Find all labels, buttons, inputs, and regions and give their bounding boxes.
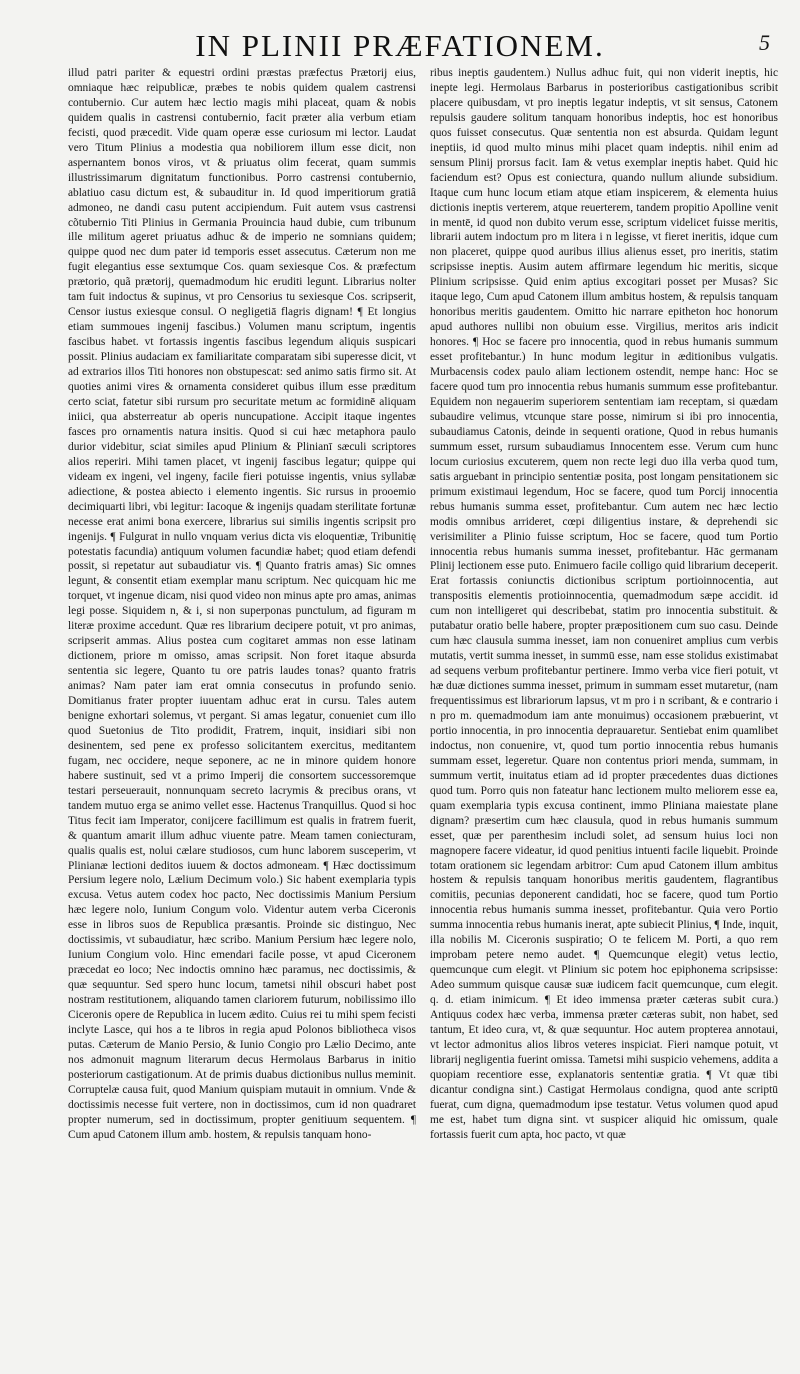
page-header [0, 28, 800, 68]
right-column [430, 66, 778, 1366]
page-number: 5 [759, 30, 770, 55]
text-columns [68, 66, 778, 1366]
left-column-text: illud patri pariter & equestri ordini præstas præfectus Prætorij eius, omniaque hæc reipublicæ, præbes te nobis quidem qualem castrensi contubernio. Cur autem hæc lectio magis mihi placeat, quam & nobis quidem qualis in castrensi contubernio, facit præter alia verbum etiam fecisti, quod præcedit. Vide quam operæ esse curiosum mi lector. Laudat vero Titum Plinius a modestia qua nobiliorem illum esse dicit, non aspernantem bonos viros, vt & priuatus olim fecerat, quam summis illustrissimarum dignitatum functionibus. Porro castrensi contubernio, ablatiuo casu dictum est, & subauditur in. Id quod imperitiorum gratiâ admoneo, ne dandi casu putent accipiendum. Fuit autem vsus castrensi cõtubernio Titi Plinius in Germania Prouincia haud dubie, cum tribunum ille militum ageret priuatus adhuc & de imperio ne somnians quidem; quippe quod nec dum pater id temporis esset assecutus. Cæterum non me fugit elegantius esse sextumque Cos. quam sexiesque Cos. & præfectum prætorio, quã prætorij, quemadmodum hic eruditi legunt. Librarius nolter tam fuit indoctus & supinus, vt pro Censorius tu sexiesque Cos. scripserit, Censor iustus exiesque consul. O negligetiā flagris dignam! ¶ Et longius etiam summoues ingenij fascibus.) Volumen manu scriptum, ingentis fascibus habet. vt fortassis ingentis fascibus legendum aliquis suspicari possit. Plinius audaciam ex familiaritate comparatam sibi superesse dicit, vt ad extrarios illos Titi honores non obstupescat: sed animo satis firmo sit. At quoties animi vires & ornamenta consideret quibus illum esse præditum certo sciat, fatetur sibi rursum pro securitate metum ac formidinē aliquam iniici, qua absterreatur ab operis nuncupatione. Accipit itaque ingentes fasces pro ornamentis natura insitis. Quod si cui hæc metaphora paulo durior videbitur, sciat similes apud Plinium & Plinianī sæculi scriptores alios reperiri. Mihi tamen placet, vt ingenij fascibus legatur; quippe qui videam ex ingeni, vel ingeny, facile fieri potuisse ingentis, vnius syllabæ adiectione, & postea abiecto i elemento ingentis. Sic rursus in prooemio decimiquarti libri, vbi legitur: Iacoque & ingenijs quadam sterilitate fortunæ necesse erat animi bona exercere, librarius sui similis ingentis scripsit pro ingenijs. ¶ Fulgurat in nullo vnquam verius dicta vis eloquentiæ, Tribunitię potestatis facundia) antiquum volumen facundiæ habet; quod etiam defendi possit, si repetatur aut subaudiatur vis. ¶ Quanto fratris amas) Sic omnes legunt, & consentit etiam exemplar manu scriptum. Nec quicquam hic me torquet, vt ingenue dicam, nisi quod video non minus apte pro amas, animas legi posse. Siquidem n, & i, si non superponas punctulum, ad figuram m literæ proxime accedunt. Quæ res librarium decipere potuit, vt pro animas, scripserit ammas. Alius postea cum cogitaret ammas non esse latinam dictionem, priore m omisso, amas scripsit. Non foret itaque absurda sententia sic legere, Quanto tu ore patris laudes tonas? quanto fratris animas? Nam pater iam erat omnia consecutus in profundo senio. Domitianus frater propter iuuentam adhuc erat in cursu. Tales autem benigne exhortari solemus, vt pergant. Si amas legatur, conueniet cum illo quod Suetonius de Tito prodidit, Fratrem, inquit, insidiari sibi non desinentem, sed pene ex professo solicitantem exercitus, meditantem fugam, nec occidere, neque seponere, ac ne in minore quidem honore habere sustinuit, sed vt a primo Imperij die consortem successoremque testari perseuerauit, nonnunquam secreto lacrymis & precibus orans, vt tandem mutuo erga se animo vellet esse. Hactenus Tranquillus. Quod si hoc Titus fecit iam Imperator, conijcere facillimum est qualis in fratrem fuerit, & quantum amarit illum adhuc viuente patre. Meam tamen coniecturam, qualis qualis est, nolui cælare studiosos, cum hunc laborem susceperim, vt Plinianæ lectioni deditos iuuem & doctos admoneam. ¶ Hæc doctissimum Persium legere nolo, Lælium Decimum volo.) Sic habent exemplaria typis excusa. Vetus autem codex hoc pacto, Nec doctissimis Manium Persium hæc legere nolo, Iunium Congum volo. Videntur autem verba Ciceronis esse in libros suos de Republica præsantis. Proinde sic distinguo, Nec doctissimis, vt subaudiatur, hæc scribo. Manium Persium hæc legere nolo, Iunium Congium volo. Hinc emendari facile posse, vt apud Ciceronem præcedat eo loco; Nec indoctis omnino hæc paramus, nec doctissimis, & quæ sequuntur. Sed spero hunc locum, tametsi nihil obscuri habet post nostram restitutionem, aliquando tamen clariorem futurum, nobilissimo illo Ciceronis opere de Republica in lucem ædito. Cuius rei tu mihi spem fecisti inclyte Lasce, qui hos a te libros in regia apud Polonos bibliotheca visos putas. Cæterum de Manio Persio, & Iunio Congio pro Lælio Decimo, ante nos admonuit magnum literarum decus Hermolaus Barbarus in initio posteriorum castigationum. At de primis duabus dictionibus nullus meminit. Corruptelæ causa fuit, quod Manium quispiam mutauit in omnium. Vnde & doctissimis necesse fuit vertere, non in doctissimos, cum id non quadraret propter numerum, sed in doctissimum, propter genitiuum sequentem. ¶ Cum apud Catonem illum amb. hostem, & repulsis tanquam hono- [68, 67, 416, 1141]
left-column [68, 66, 416, 1366]
right-column-text: ribus ineptis gaudentem.) Nullus adhuc fuit, qui non viderit ineptis, hic inepte legi. Hermolaus Barbarus in posterioribus castigationibus scribit placere quibusdam, vt pro ineptis legatur indeptis, vt sit sensus, Catonem repulsis gaudere solitum tanquam honoribus indeptis, hoc est honoribus quos fuisset consecutus. Quæ sententia non est absurda. Quidam legunt ineptiis, id quod multo minus mihi placet quam indeptis. nihil enim ad sensum Plinij prorsus facit. Iam & vetus exemplar ineptis habet. Quid hic faciendum est? Opus est coniectura, quando nullum aliunde subsidium. Itaque cum hunc locum etiam atque etiam inspicerem, & elementa huius dictionis ineptis verterem, atque reuerterem, tandem propitio Apolline venit in mentē, id quod non dubito verum esse, scriptum videlicet fuisse meritis, librarii autem indoctum pro m litera i n legisse, vt fieret ineritis, idque cum non placeret, quippe quod auribus illius alienus esset, pro ineritis, statim scripsisse ineptis. Ausim autem affirmare legendum hic meritis, sicque Plinium scripsisse. Quid enim aptius excogitari posset per Musas? Sic itaque lego, Cum apud Catonem illum ambitus hostem, & repulsis tanquam honoribus meritis gaudentem. Omitto hic narrare epitheton hoc honorum apud authores nullibi non obuium esse. Virgilius, meritos aris indicit honores. ¶ Hoc se facere pro innocentia, quod in rebus humanis summum esset profitebantur.) In hunc modum legitur in æditionibus vulgatis. Murbacensis codex paulo aliam lectionem ostendit, nempe hanc: Hoc se facere quod tum pro innocentia rebus humanis summum esse profitebantur. Equidem non negauerim superiorem sententiam iam receptam, si quædam subaudire velimus, vtcunque stare posse, nimirum si ibi pro innocentia, subaudiamus Catonis, deinde in sequenti oratione, Quod in rebus humanis summum esset, rursum subaudiamus Innocentem esse. Verum cum hunc locum curiosius excuterem, quem non recte legi duo illa verba quod tum, satis arguebant in principio sententiæ posita, post longam pensitationem sic primum existimaui legendum, Hoc se facere, quod tum Porcij innocentia rebus humanis summa esset, profitebantur. Cum autem nec hæc lectio modis omnibus arrideret, cœpi diligentius instare, & deprehendi sic verisimiliter a Plinio fuisse scriptum, Hoc se facere, quod tum Portio innocentia rebus humanis summa inesset, profitebantur. Hāc germanam Plinij lectionem esse puto. Enimuero facile colligo quid librarium deceperit. Erat fortassis coniunctis dictionibus scriptum portioinnocentia, aut transpositis elementis protioinnocentia, quemadmodum sæpe accidit. id cum non intelligeret qui describebat, statim pro innocentia substituit. & putabatur oratio belle habere, propter præpositionem cum suo casu. Deinde cum hæc clausula summa inesset, iam non conueniret amplius cum verbis mutatis, vertit summa inesset, in summū esse, nam esse stolidus existimabat ad sequens verbum profitebantur pertinere. Immo verba vice fieri potuit, vt hæ duæ dictiones summa inesset, primum in summam esset mutaretur, (nam frequentissimus est librariorum lapsus, vt m pro i n scribant, & e contrario i n pro m. quemadmodum iam ante monuimus) occasionem præbuerint, vt portio innocentia, in pro innocentia deprauaretur. Sentiebat enim quamlibet indoctus, non conuenire, vt, quod tum portio innocentia rebus humanis summam esset, legeretur. Quare non contentus priori menda, summam, in summum vertit, inuitatus etiam ad id propter præcedentes duas dictiones quod tum. Porro quis non fateatur hanc lectionem multo meliorem esse ea, quam exemplaria typis excusa continent, immo Pliniana maiestate plane dignam? præsertim cum hæc clausula, quod in rebus humanis summum esset, quæ per parenthesim includi solet, ad sensum huius loci non magnopere facere videatur, id quod penitius intuenti facile liquebit. Proinde totam orationem sic legendam arbitror: Cum apud Catonem illum ambitus hostem & repulsis tanquam honoribus meritis gaudentem, flagrantibus comitiis, pecunias deponerent candidati, hoc se facere, quod tum Portio innocentia rebus humanis summa inesset, profitebantur. Quia vero Portio summa innocentia rebus humanis inerat, apte subiecit Plinius, ¶ Inde, inquit, illa nobilis M. Ciceronis suspiratio; O te felicem M. Porti, a quo rem improbam petere nemo audet. ¶ Quemcunque elegit) vetus lectio, quemcunque cum elegit. vt Plinium sic potem hoc epiphonema scripsisse: Adeo summum quisque causæ suæ iudicem facit quemcunque, cum elegit. q. d. etiam inimicum. ¶ Et ideo immensa præter cæteras subit cura.) Antiquus codex hæc verba, immensa præter cæteras subit, non habet, sed tantum, Et ideo cura, vt, & quæ sequuntur. Hoc autem propterea annotaui, vt lector admonitus alios libros veteres inspiciat. Fieri namque potuit, vt librarij negligentia fuerint omissa. Tametsi mihi suspicio vehemens, addita a quopiam recentiore esse, explanatoris sententiæ gratia. ¶ Vt quæ tibi dicantur condigna sint.) Castigat Hermolaus condigna, quod ante scriptū fuerat, cum digna, quemadmodum ipse testatur. Vetus volumen quod apud me est, habet tum digna sint. vt suspicer aliquid hic omissum, quale fortassis fuerit cum apta, hoc pacto, vt quæ [430, 67, 778, 1141]
running-head: IN PLINII PRÆFATIONEM. [195, 28, 605, 63]
